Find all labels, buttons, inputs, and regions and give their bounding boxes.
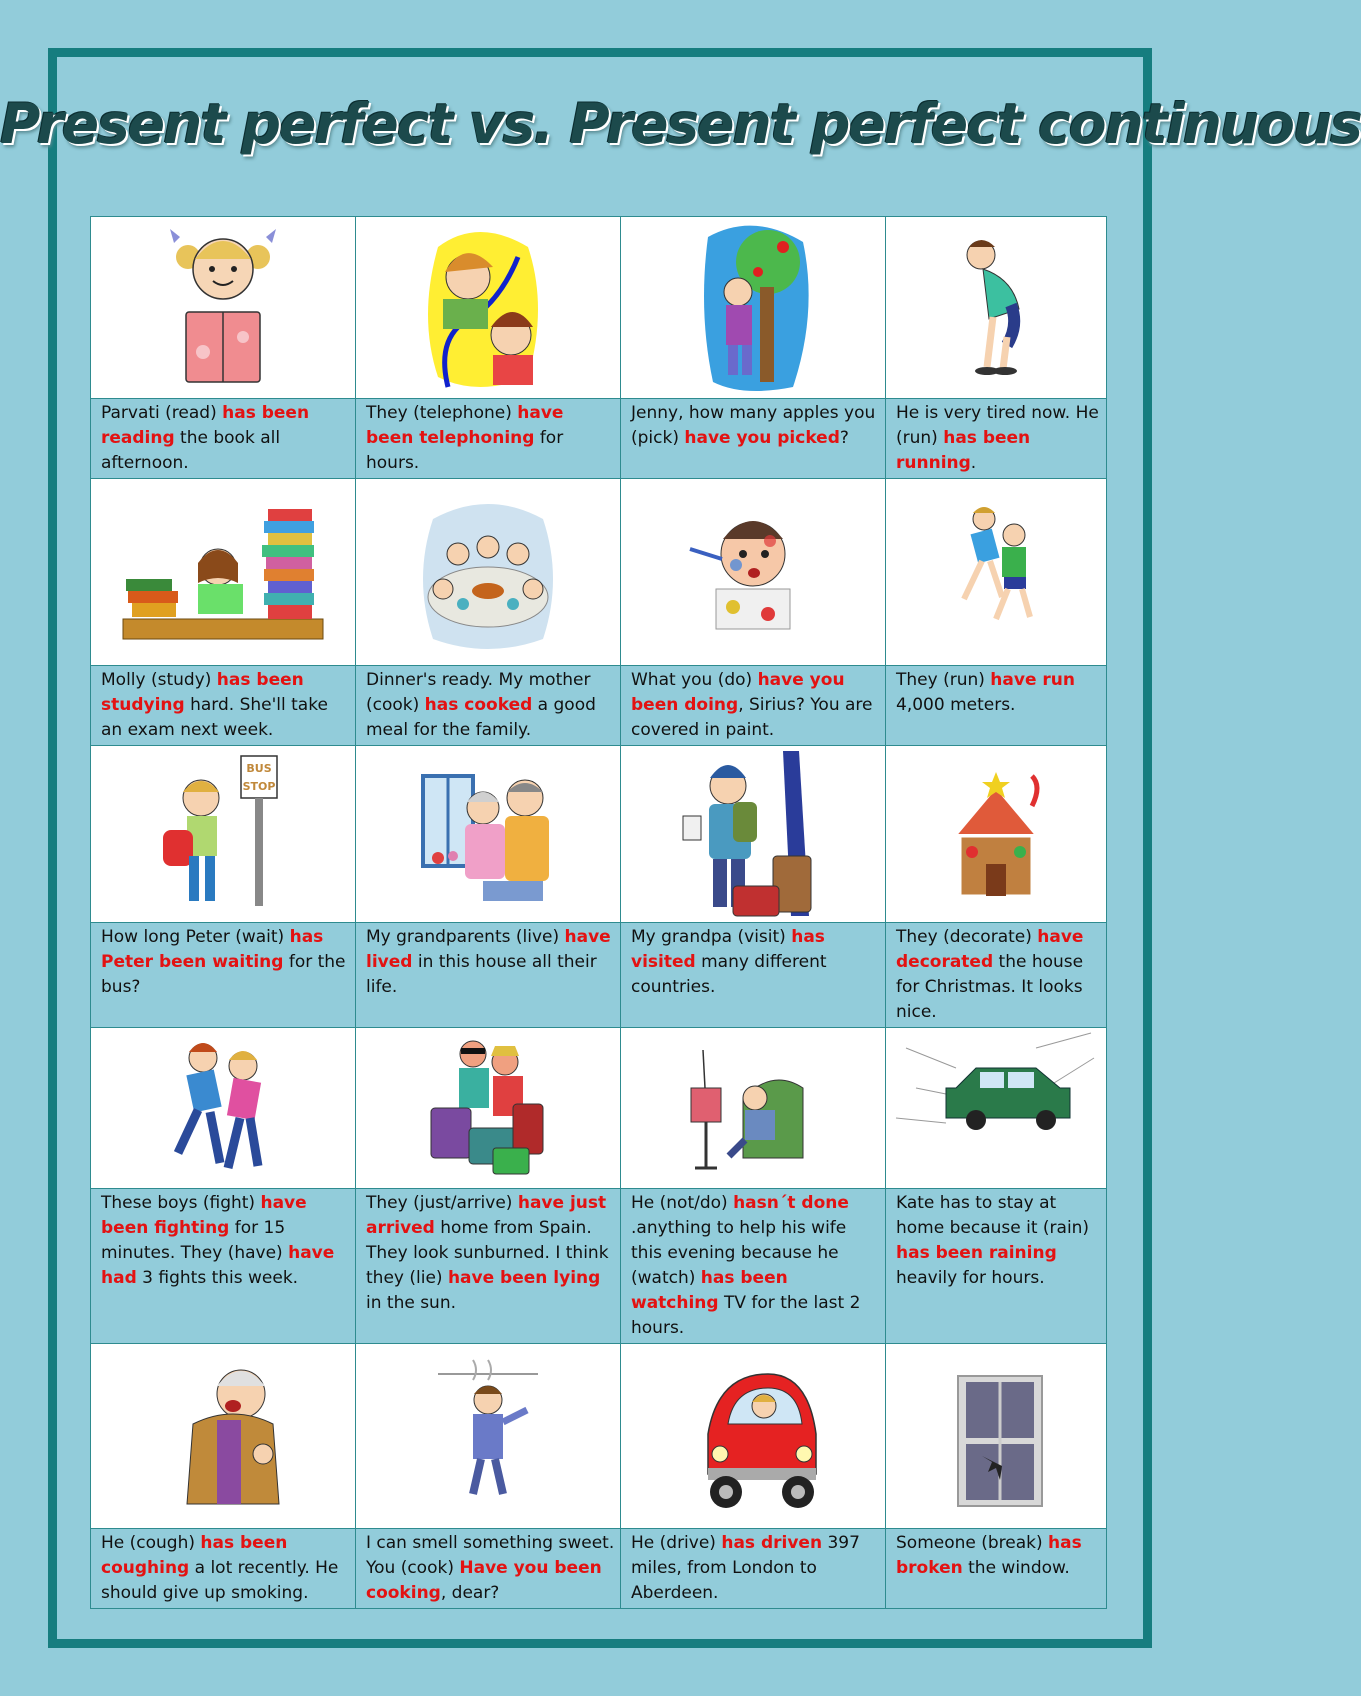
answer-text: have been fighting [101, 1193, 307, 1238]
card-text-19 [621, 1529, 886, 1609]
answer-text: have you picked [684, 428, 840, 448]
card-image-8 [886, 479, 1107, 666]
answer-text: has visited [631, 927, 825, 972]
boys-fighting-icon [158, 1028, 288, 1188]
card-sentence-6: Dinner's ready. My mother (cook) has cooked a good meal for the family. [366, 670, 596, 740]
answer-text: have decorated [896, 927, 1084, 972]
gingerbread-house-icon [936, 746, 1056, 916]
answer-text: has been running [896, 428, 1031, 473]
old-man-coughing-icon [153, 1344, 293, 1514]
girl-studying-with-books-icon [118, 479, 328, 659]
card-text-20 [886, 1529, 1107, 1609]
card-image-15 [621, 1028, 886, 1189]
card-image-13 [91, 1028, 356, 1189]
card-sentence-20: Someone (break) has broken the window. [896, 1533, 1082, 1578]
card-image-18 [356, 1344, 621, 1529]
card-image-9 [91, 746, 356, 923]
card-image-12 [886, 746, 1107, 923]
card-sentence-11: My grandpa (visit) has visited many different countries. [631, 927, 827, 997]
answer-text: has cooked [424, 695, 533, 715]
boy-picking-apples-icon [688, 217, 818, 393]
card-text-6 [356, 666, 621, 746]
car-driving-in-rain-icon [896, 1028, 1096, 1168]
answer-text: have you been doing [631, 670, 845, 715]
card-image-5 [91, 479, 356, 666]
answer-text: have had [101, 1243, 335, 1288]
girl-reading-book-icon [158, 217, 288, 393]
answer-text: has Peter been waiting [101, 927, 324, 972]
card-image-20 [886, 1344, 1107, 1529]
exercise-grid [90, 216, 1107, 1609]
card-text-3 [621, 399, 886, 479]
card-text-8 [886, 666, 1107, 746]
two-runners-icon [946, 479, 1046, 659]
two-girls-on-telephone-icon [423, 217, 553, 393]
card-text-4 [886, 399, 1107, 479]
tired-man-panting-icon [941, 217, 1051, 393]
card-text-18 [356, 1529, 621, 1609]
answer-text: have been lying [447, 1268, 601, 1288]
card-text-10 [356, 923, 621, 1028]
card-sentence-8: They (run) have run 4,000 meters. [896, 670, 1075, 715]
card-image-6 [356, 479, 621, 666]
card-sentence-12: They (decorate) have decorated the house for Christmas. It looks nice. [896, 927, 1084, 1022]
card-image-16 [886, 1028, 1107, 1189]
card-image-17 [91, 1344, 356, 1529]
card-sentence-14: They (just/arrive) have just arrived home from Spain. They look sunburned. I think they (lie) have been lying in the sun. [366, 1193, 609, 1313]
card-text-9 [91, 923, 356, 1028]
answer-text: has been watching [631, 1268, 788, 1313]
answer-text: has broken [896, 1533, 1082, 1578]
card-sentence-7: What you (do) have you been doing, Sirius? You are covered in paint. [631, 670, 873, 740]
card-image-10 [356, 746, 621, 923]
card-text-15 [621, 1189, 886, 1344]
elderly-couple-by-window-icon [413, 746, 563, 916]
card-sentence-19: He (drive) has driven 397 miles, from London to Aberdeen. [631, 1533, 860, 1603]
broken-window-icon [946, 1344, 1046, 1524]
woman-driving-red-car-icon [678, 1344, 828, 1524]
card-sentence-5: Molly (study) has been studying hard. She'll take an exam next week. [101, 670, 328, 740]
card-text-5 [91, 666, 356, 746]
boy-at-bus-stop-icon [153, 746, 293, 916]
family-dinner-table-icon [413, 479, 563, 659]
sunburned-tourists-with-suitcases-icon [423, 1028, 553, 1188]
card-image-4 [886, 217, 1107, 399]
card-text-16 [886, 1189, 1107, 1344]
answer-text: has been raining [896, 1243, 1057, 1263]
card-sentence-13: These boys (fight) have been fighting for 15 minutes. They (have) have had 3 fights this week. [101, 1193, 335, 1288]
card-text-7 [621, 666, 886, 746]
card-sentence-10: My grandparents (live) have lived in this house all their life. [366, 927, 611, 997]
card-image-19 [621, 1344, 886, 1529]
card-image-14 [356, 1028, 621, 1189]
page-title: Present perfect vs. Present perfect continuous [0, 92, 1361, 156]
card-sentence-1: Parvati (read) has been reading the book all afternoon. [101, 403, 310, 473]
answer-text: have lived [366, 927, 611, 972]
answer-text: hasn´t done [733, 1193, 849, 1213]
svg-text:STOP: STOP [242, 780, 276, 793]
card-text-11 [621, 923, 886, 1028]
card-image-2 [356, 217, 621, 399]
card-image-1 [91, 217, 356, 399]
card-image-7 [621, 479, 886, 666]
answer-text: has been coughing [101, 1533, 288, 1578]
answer-text: have run [990, 670, 1075, 690]
card-sentence-2: They (telephone) have been telephoning for hours. [366, 403, 564, 473]
card-sentence-4: He is very tired now. He (run) has been running. [896, 403, 1099, 473]
card-sentence-17: He (cough) has been coughing a lot recently. He should give up smoking. [101, 1533, 339, 1603]
card-sentence-16: Kate has to stay at home because it (rain) has been raining heavily for hours. [896, 1193, 1090, 1288]
card-text-1 [91, 399, 356, 479]
boy-covered-in-paint-icon [688, 479, 818, 659]
card-text-13 [91, 1189, 356, 1344]
answer-text: has been studying [101, 670, 304, 715]
answer-text: have been telephoning [366, 403, 564, 448]
card-image-3 [621, 217, 886, 399]
man-smelling-something-icon [433, 1344, 543, 1514]
card-text-12 [886, 923, 1107, 1028]
answer-text: have just arrived [366, 1193, 607, 1238]
card-sentence-15: He (not/do) hasn´t done .anything to help his wife this evening because he (watch) has been watching TV for the last 2 hours. [631, 1193, 861, 1338]
card-text-17 [91, 1529, 356, 1609]
card-sentence-3: Jenny, how many apples you (pick) have you picked? [631, 403, 876, 448]
card-sentence-9: How long Peter (wait) has Peter been waiting for the bus? [101, 927, 346, 997]
man-in-armchair-watching-tv-icon [683, 1028, 823, 1188]
card-text-14 [356, 1189, 621, 1344]
card-image-11 [621, 746, 886, 923]
card-text-2 [356, 399, 621, 479]
answer-text: Have you been cooking [366, 1558, 602, 1603]
grandpa-traveller-with-luggage-icon [673, 746, 833, 922]
bus-stop-sign-text: BUS [246, 762, 272, 775]
card-sentence-18: I can smell something sweet. You (cook) Have you been cooking, dear? [366, 1533, 615, 1603]
answer-text: has driven [721, 1533, 823, 1553]
answer-text: has been reading [101, 403, 310, 448]
